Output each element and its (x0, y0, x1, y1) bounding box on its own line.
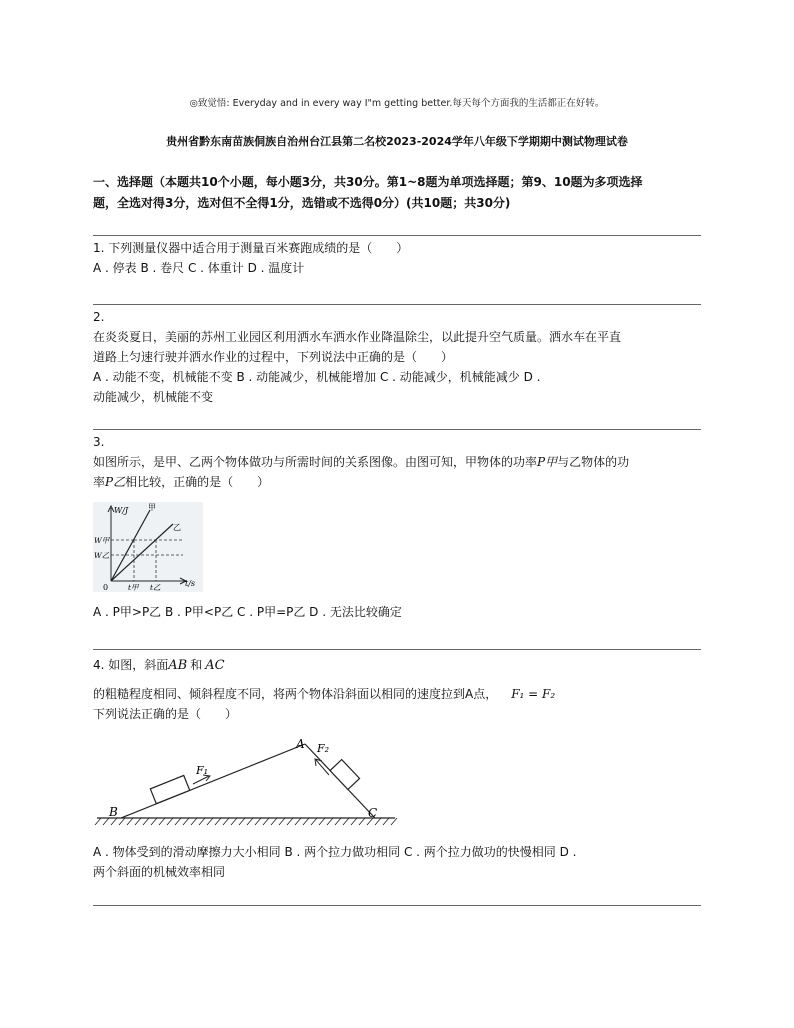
question-4-and: 和 (190, 658, 203, 672)
force-f1-label: F₁ (196, 764, 209, 777)
t-jia-label: t甲 (128, 583, 139, 592)
block-on-ac (330, 760, 359, 790)
question-4-options-line-2: 两个斜面的机械效率相同 (93, 865, 226, 879)
question-2-number: 2. (93, 310, 105, 324)
question-3-line-2 (93, 472, 703, 492)
question-3-number: 3. (93, 435, 105, 449)
question-4-stem-text: 4. 如图，斜面 (93, 658, 169, 672)
question-1-stem: 1. 下列测量仪器中适合用于测量百米赛跑成绩的是（ ） (93, 241, 409, 255)
question-3-text-2b: 相比较，正确的是（ ） (125, 475, 270, 489)
question-3-options-block (93, 602, 703, 622)
t-yi-label: t乙 (150, 583, 161, 592)
question-2 (93, 307, 703, 407)
line-jia-label: 甲 (148, 503, 156, 512)
section-line-2: 题，全选对得3分，选对但不全得1分，选错或不选得0分）(共10题；共30分) (93, 196, 511, 210)
divider (93, 304, 701, 305)
question-3 (93, 432, 703, 492)
question-3-options: A . P甲>P乙 B . P甲<P乙 C . P甲=P乙 D . 无法比较确定 (93, 605, 402, 619)
divider (93, 429, 701, 430)
question-3-text-1a: 如图所示，是甲、乙两个物体做功与所需时间的关系图像。由图可知，甲物体的功率 (93, 455, 538, 469)
question-4-line-3: 下列说法正确的是（ ） (93, 707, 238, 721)
section-heading (93, 172, 703, 214)
x-axis-label: t/s (185, 579, 196, 588)
w-yi-label: W乙 (94, 551, 110, 560)
point-c-label: C (368, 806, 378, 820)
question-3-line-1 (93, 452, 703, 472)
divider (93, 235, 701, 236)
slope-ab-label: AB (168, 658, 188, 673)
point-a-label: A (296, 737, 305, 751)
force-equality-formula: F₁ = F₂ (511, 687, 556, 701)
w-jia-label: W甲 (94, 536, 110, 545)
slope-ab (121, 744, 305, 818)
line-yi-label: 乙 (173, 523, 181, 532)
question-2-line-3: A . 动能不变，机械能不变 B . 动能减少，机械能增加 C . 动能减少，机械能减少 D . (93, 370, 541, 384)
work-time-graph (93, 502, 203, 592)
incline-figure (93, 730, 403, 830)
block-on-ab (150, 775, 189, 803)
origin-label: 0 (103, 583, 109, 592)
point-b-label: B (109, 805, 118, 819)
power-jia-symbol: P甲 (537, 455, 558, 469)
ground-hatching (95, 818, 397, 825)
question-4 (93, 655, 703, 676)
y-axis-label: W/J (114, 506, 129, 515)
question-1-options: A . 停表 B . 卷尺 C . 体重计 D . 温度计 (93, 261, 305, 275)
question-4-options-line-1: A . 物体受到的滑动摩擦力大小相同 B . 两个拉力做功相同 C . 两个拉力做功的快慢相同 D . (93, 845, 577, 859)
section-line-1: 一、选择题（本题共10个小题，每小题3分，共30分。第1~8题为单项选择题；第9、10题为多项选择 (93, 175, 643, 189)
question-4-stem (93, 655, 703, 676)
motto-line: ◎致觉悟: Everyday and in every way I"m getting better.每天每个方面我的生活都正在好转。 (189, 98, 605, 109)
divider (93, 905, 701, 906)
question-3-text-1b: 与乙物体的功 (557, 455, 630, 469)
force-f2-label: F₂ (317, 742, 330, 755)
question-3-text-2a: 率 (93, 475, 106, 489)
question-4-body (93, 684, 703, 724)
question-1 (93, 238, 703, 278)
question-4-line-2 (93, 684, 703, 704)
paper-title: 贵州省黔东南苗族侗族自治州台江县第二名校2023-2024学年八年级下学期期中测试物理试卷 (166, 135, 628, 148)
question-2-line-1: 在炎炎夏日，美丽的苏州工业园区利用洒水车洒水作业降温除尘，以此提升空气质量。洒水车在平直 (93, 330, 622, 344)
question-2-line-2: 道路上匀速行驶并洒水作业的过程中，下列说法中正确的是（ ） (93, 350, 454, 364)
slope-ac-label: AC (205, 658, 225, 673)
question-4-options (93, 842, 703, 882)
divider (93, 649, 701, 650)
power-yi-symbol: P乙 (105, 475, 126, 489)
question-2-line-4: 动能减少，机械能不变 (93, 390, 214, 404)
question-4-line-2-text: 的粗糙程度相同、倾斜程度不同，将两个物体沿斜面以相同的速度拉到A点， (93, 687, 498, 701)
